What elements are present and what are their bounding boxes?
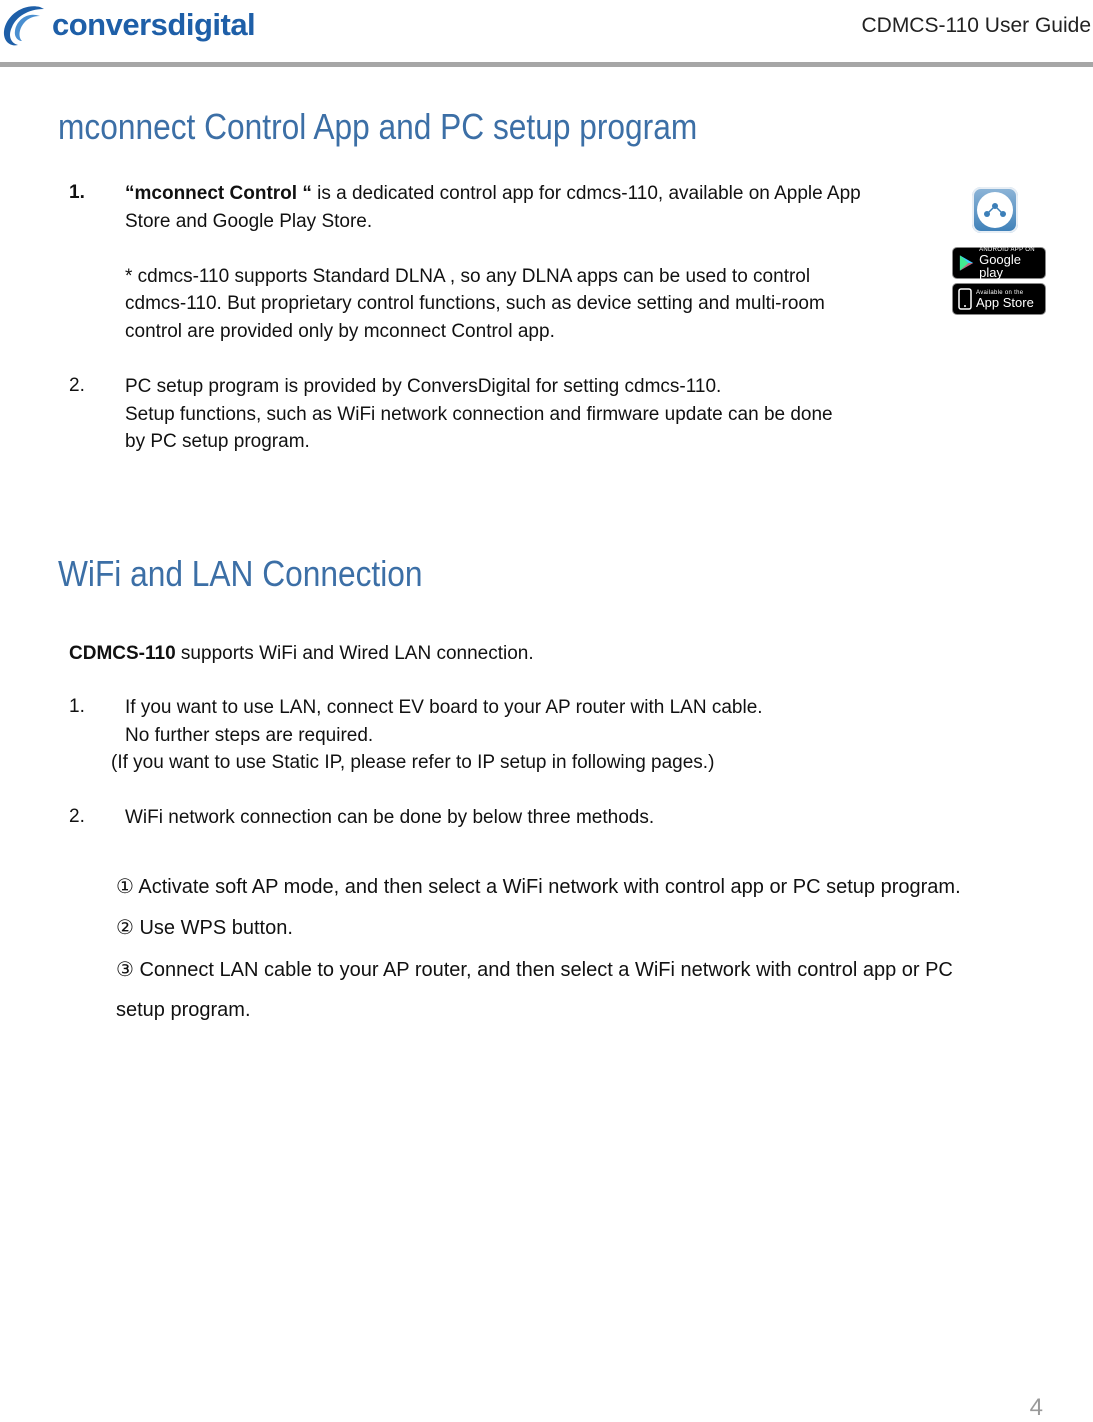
note-line: control are provided only by mconnect Control app.	[125, 320, 555, 342]
model-name-bold: CDMCS-110	[69, 643, 176, 664]
list-item-pc-setup	[125, 373, 833, 456]
header-divider	[0, 62, 1093, 67]
mconnect-app-icon	[972, 187, 1018, 233]
list-item-line: Store and Google Play Store.	[125, 210, 373, 232]
list-item-mconnect	[125, 180, 861, 345]
method-wps: ② Use WPS button.	[116, 917, 293, 939]
google-badge-label: Google play	[979, 252, 1022, 280]
method-soft-ap: ① Activate soft AP mode, and then select a WiFi network with control app or PC setup program.	[116, 876, 961, 898]
list-item-line: by PC setup program.	[125, 431, 310, 452]
list-number: 2.	[69, 806, 85, 827]
note-line: cdmcs-110. But proprietary control functions, such as device setting and multi-room	[125, 293, 825, 314]
list-item-lan	[125, 694, 763, 749]
google-badge-caption: ANDROID APP ON	[979, 247, 1035, 253]
static-ip-note: (If you want to use Static IP, please refer to IP setup in following pages.)	[111, 752, 715, 773]
brand-name: conversdigital	[52, 7, 256, 42]
note-line: * cdmcs-110 supports Standard DLNA , so any DLNA apps can be used to control	[125, 265, 811, 287]
section-heading-mconnect: mconnect Control App and PC setup program	[58, 106, 698, 147]
document-title: CDMCS-110 User Guide	[861, 14, 1091, 37]
network-dots-icon	[982, 200, 1008, 220]
list-item-line: If you want to use LAN, connect EV board to your AP router with LAN cable.	[125, 697, 763, 718]
brand-swoosh-icon	[0, 1, 48, 49]
method-lan-cable-continued: setup program.	[116, 999, 251, 1021]
section-heading-wifi-lan: WiFi and LAN Connection	[58, 553, 423, 594]
list-number: 2.	[69, 375, 85, 396]
app-store-badge[interactable]	[952, 283, 1046, 315]
list-item-line: PC setup program is provided by ConversDigital for setting cdmcs-110.	[125, 376, 722, 397]
app-name-bold: “mconnect Control “	[125, 183, 312, 204]
play-triangle-icon	[958, 254, 975, 272]
list-item-line	[125, 180, 861, 208]
list-item-line: Setup functions, such as WiFi network connection and firmware update can be done	[125, 403, 833, 425]
list-item-text: is a dedicated control app for cdmcs-110, available on Apple App	[311, 183, 861, 204]
mconnect-logo-icon	[977, 192, 1013, 228]
list-number: 1.	[69, 696, 85, 717]
method-lan-cable: ③ Connect LAN cable to your AP router, and then select a WiFi network with control app or PC	[116, 959, 953, 981]
page-number: 4	[1029, 1394, 1043, 1421]
apple-badge-caption: Available on the	[976, 289, 1024, 296]
list-item-line: No further steps are required.	[125, 724, 374, 746]
intro-text: supports WiFi and Wired LAN connection.	[175, 643, 534, 664]
iphone-icon	[958, 288, 972, 310]
brand-logo	[0, 0, 255, 50]
google-play-badge[interactable]	[952, 247, 1046, 279]
apple-badge-label: App Store	[976, 294, 1034, 310]
intro-line	[69, 640, 534, 668]
list-item-wifi	[125, 804, 654, 832]
list-number: 1.	[69, 182, 85, 203]
list-item-line: WiFi network connection can be done by below three methods.	[125, 807, 655, 828]
